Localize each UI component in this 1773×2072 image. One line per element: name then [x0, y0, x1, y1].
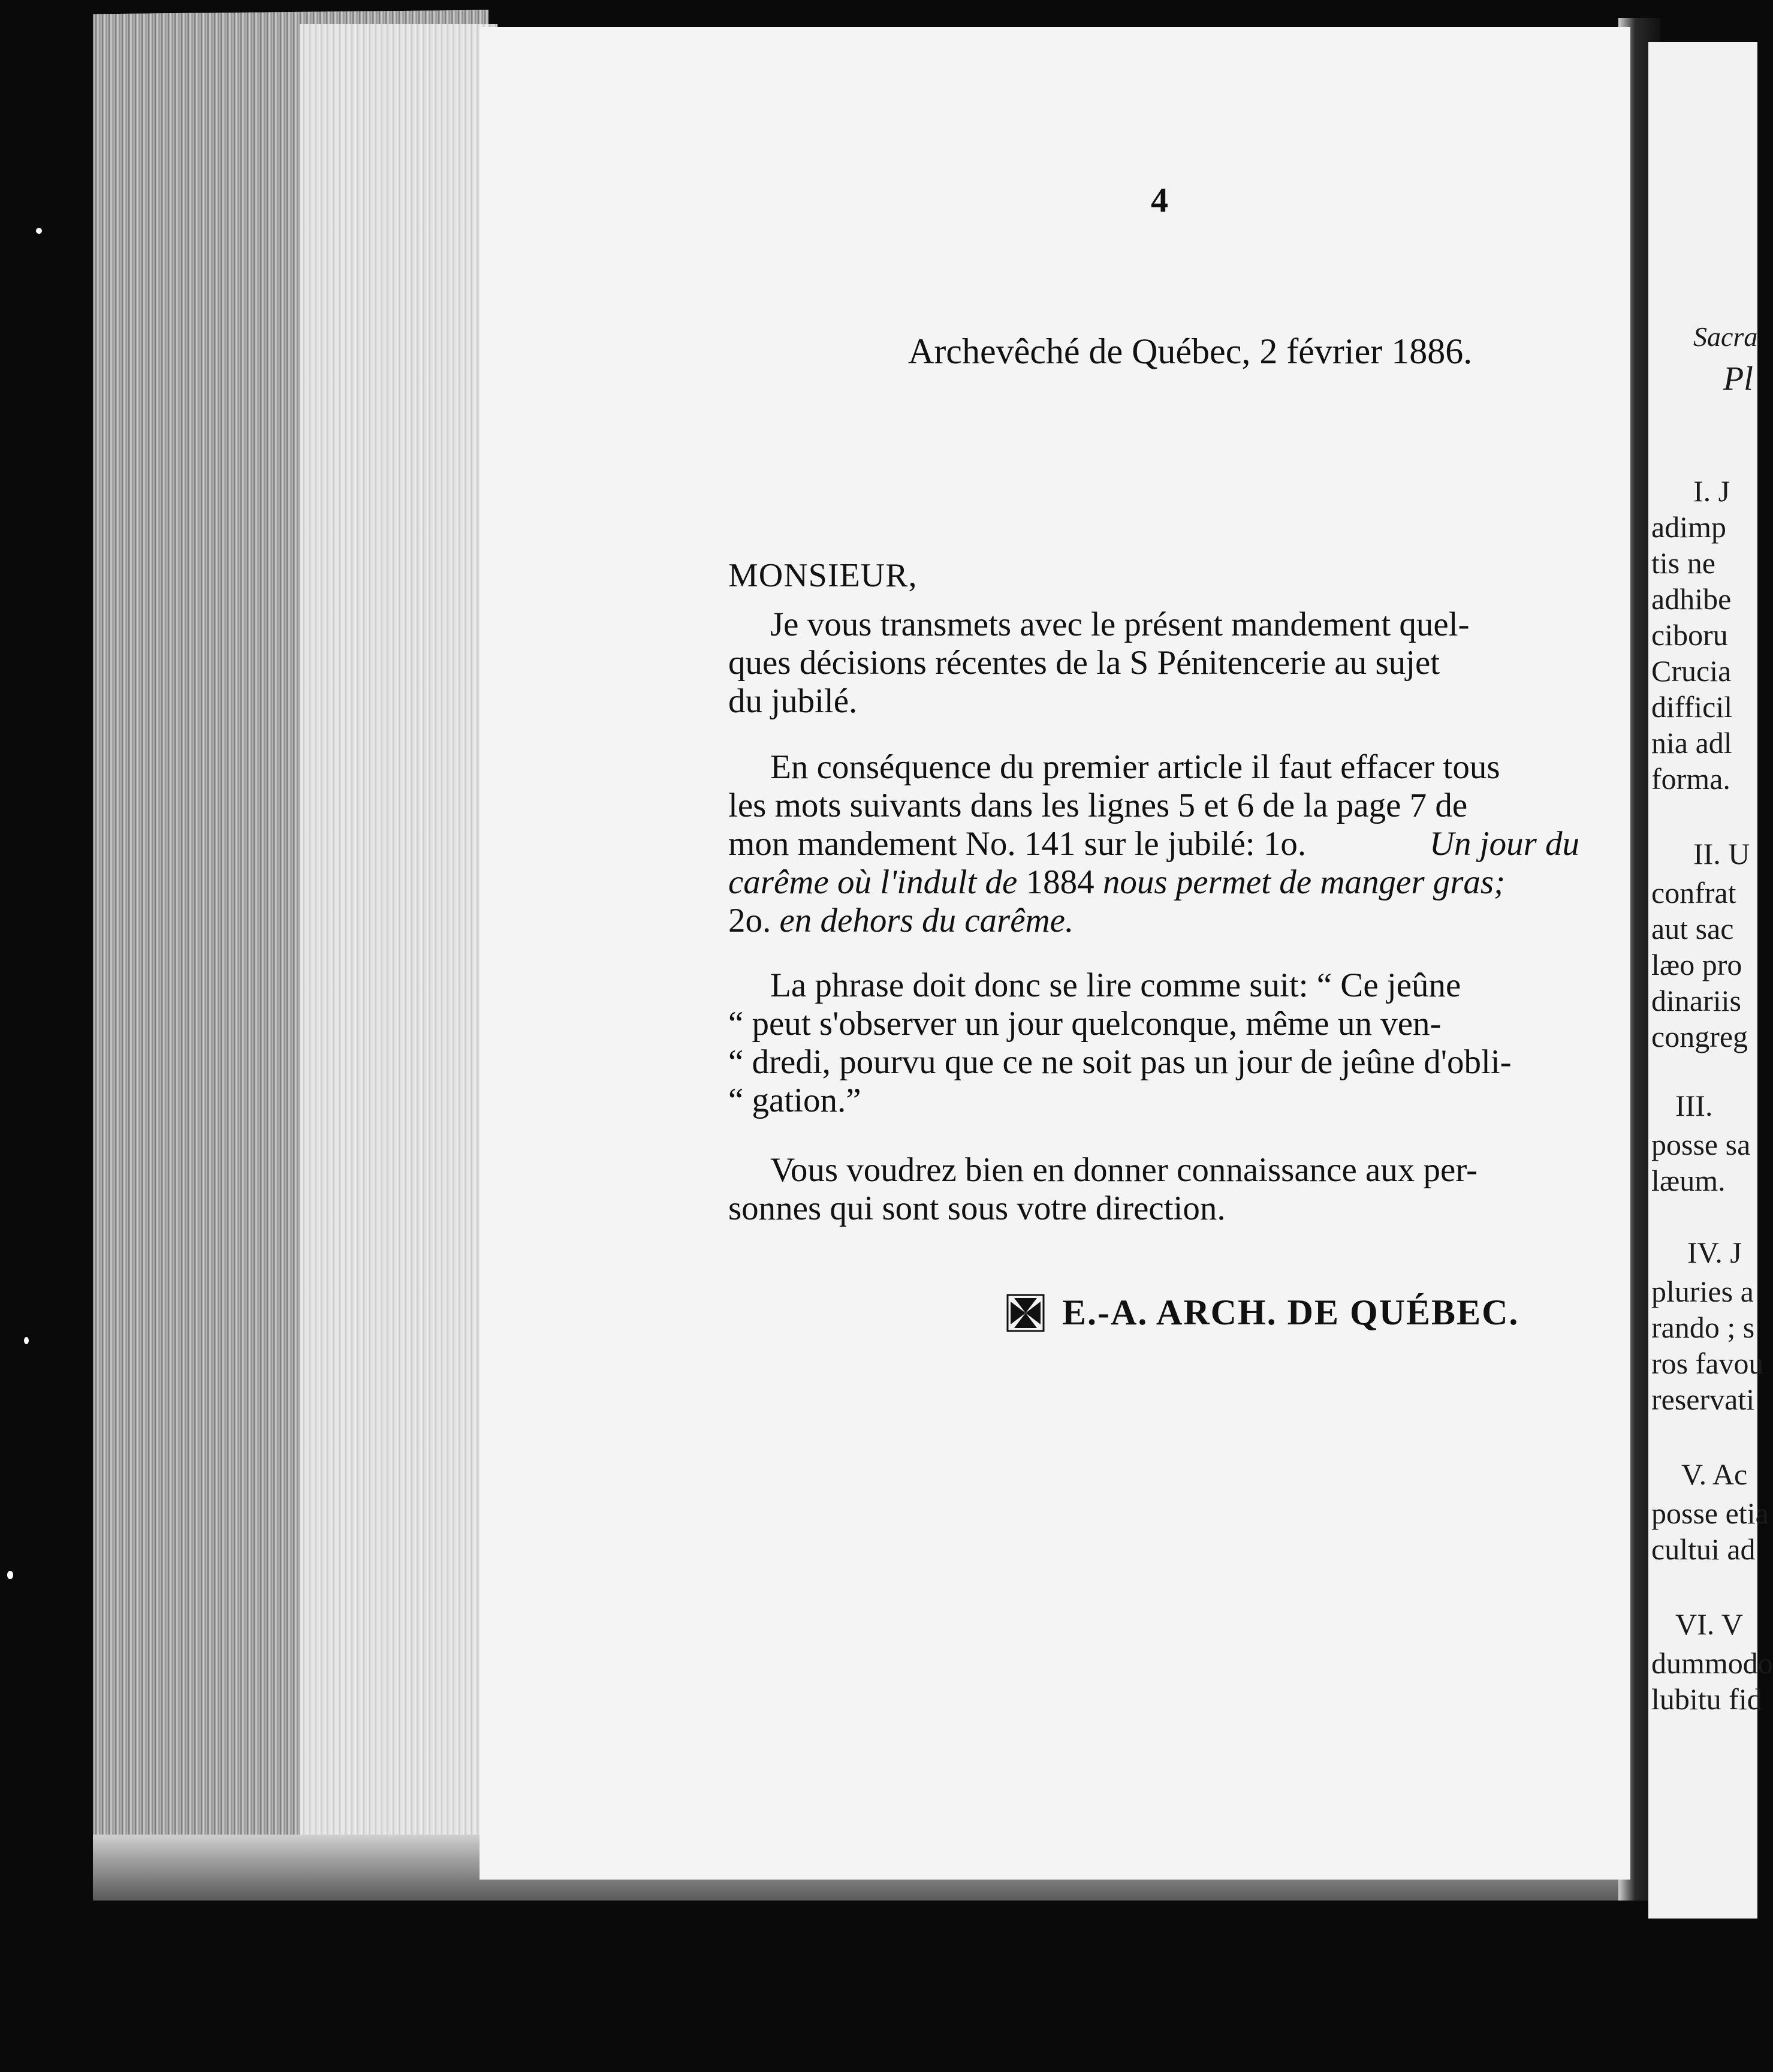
facing-page-line: lubitu fid: [1651, 1682, 1762, 1716]
maltese-cross-icon: [1007, 1294, 1044, 1332]
paragraph-2-line: carême où l'indult de 1884 nous permet de manger gras;: [728, 863, 1506, 901]
scan-speck: [36, 228, 42, 234]
facing-page-line: I. J: [1693, 474, 1730, 508]
facing-page-line: ros favou: [1651, 1347, 1764, 1380]
left-page: [480, 27, 1630, 1880]
facing-page-line: II. U: [1693, 837, 1750, 871]
paragraph-2-line: En conséquence du premier article il faut effacer tous: [770, 748, 1500, 786]
facing-page-line: posse sa: [1651, 1128, 1751, 1161]
facing-page-line: Crucia: [1651, 654, 1732, 688]
paragraph-1-line: ques décisions récentes de la S Pénitencerie au sujet: [728, 644, 1440, 682]
facing-page-line: IV. J: [1687, 1236, 1742, 1269]
paragraph-2-line: les mots suivants dans les lignes 5 et 6 de la page 7 de: [728, 787, 1468, 824]
facing-page-line: Sacra: [1693, 321, 1758, 352]
paragraph-3-line: “ dredi, pourvu que ce ne soit pas un jour de jeûne d'obli-: [728, 1043, 1512, 1081]
facing-page-line: pluries a: [1651, 1275, 1754, 1308]
facing-page-line: III.: [1675, 1089, 1713, 1122]
paragraph-2-line: mon mandement No. 141 sur le jubilé: 1o. Un jour du: [728, 825, 1579, 863]
facing-page-line: forma.: [1651, 762, 1730, 796]
paragraph-3: [728, 966, 1579, 1120]
paragraph-2: [728, 748, 1579, 940]
facing-page-line: V. Ac: [1681, 1457, 1748, 1491]
facing-page-line: cultui ad: [1651, 1532, 1756, 1566]
facing-page-line: læum.: [1651, 1164, 1726, 1197]
facing-page-line: adimp: [1651, 510, 1726, 544]
facing-page-line: ciboru: [1651, 618, 1728, 652]
paragraph-1: [728, 606, 1579, 721]
facing-page-line: confrat: [1651, 876, 1736, 909]
facing-page-line: Pl: [1723, 360, 1753, 397]
signature: [1007, 1292, 1519, 1333]
paragraph-3-line: La phrase doit donc se lire comme suit: “ Ce jeûne: [770, 966, 1461, 1004]
paragraph-4: [728, 1151, 1579, 1228]
page-number: 4: [1151, 180, 1168, 219]
paragraph-1-line: Je vous transmets avec le présent mandement quel-: [770, 606, 1470, 643]
facing-page-line: posse etia: [1651, 1496, 1769, 1530]
paragraph-4-line: Vous voudrez bien en donner connaissance aux per-: [770, 1151, 1478, 1189]
dateline: Archevêché de Québec, 2 février 1886.: [908, 332, 1473, 371]
book-page-edges-highlight: [300, 24, 497, 1889]
salutation: MONSIEUR,: [728, 557, 918, 594]
facing-page-line: læo pro: [1651, 948, 1742, 981]
paragraph-2-line: 2o. en dehors du carême.: [728, 902, 1074, 939]
facing-page-line: adhibe: [1651, 582, 1732, 616]
facing-page-line: reservati: [1651, 1383, 1755, 1416]
facing-page-line: difficil: [1651, 690, 1733, 724]
facing-page-line: nia adl: [1651, 726, 1732, 760]
paragraph-3-line: “ gation.”: [728, 1082, 861, 1119]
paragraph-1-line: du jubilé.: [728, 682, 858, 720]
scan-speck: [24, 1337, 29, 1344]
paragraph-4-line: sonnes qui sont sous votre direction.: [728, 1189, 1226, 1227]
scan-speck: [7, 1571, 13, 1579]
facing-page-line: dinariis: [1651, 984, 1741, 1017]
signature-text: E.-A. ARCH. DE QUÉBEC.: [1062, 1293, 1519, 1332]
facing-page-line: congreg: [1651, 1020, 1748, 1053]
paragraph-3-line: “ peut s'observer un jour quelconque, même un ven-: [728, 1005, 1442, 1043]
facing-page-line: VI. V: [1675, 1607, 1743, 1641]
facing-page-line: rando ; s: [1651, 1311, 1755, 1344]
facing-page-line: dummodo: [1651, 1646, 1773, 1680]
facing-page-line: aut sac: [1651, 912, 1734, 945]
facing-page-line: tis ne: [1651, 546, 1715, 580]
